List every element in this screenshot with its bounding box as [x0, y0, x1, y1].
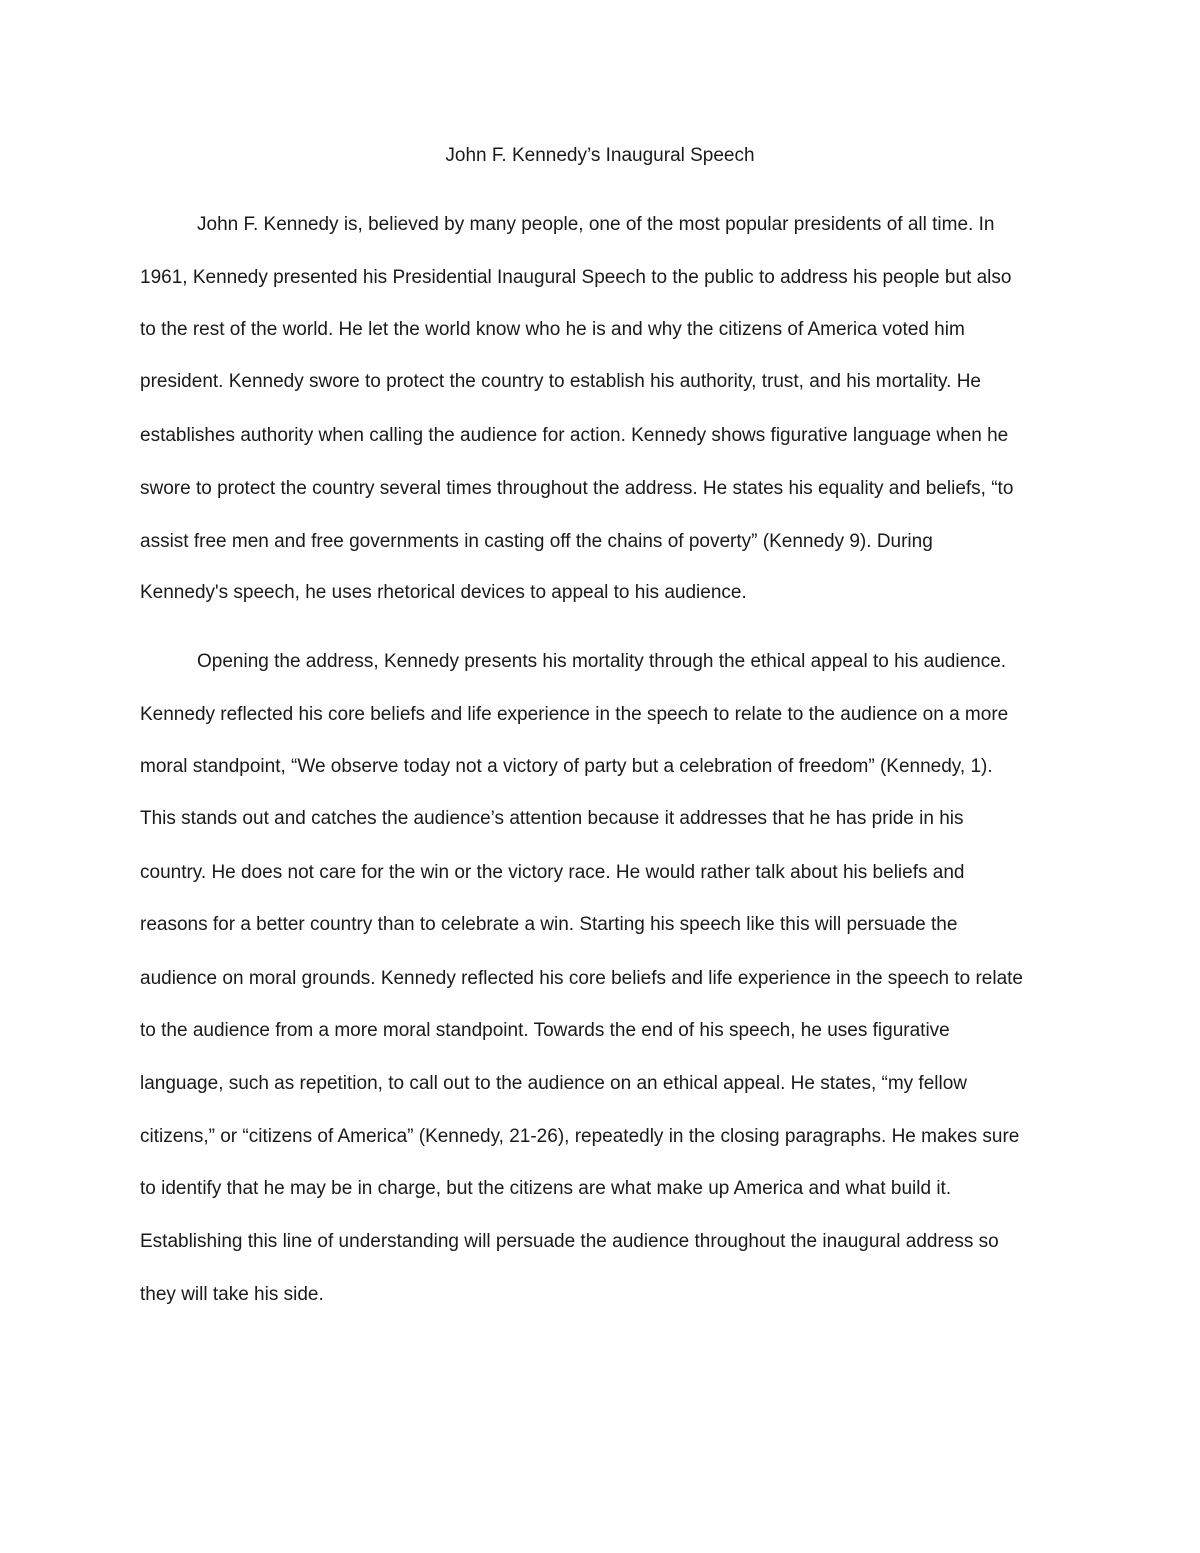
paragraph-line: Kennedy's speech, he uses rhetorical devices to appeal to his audience. [140, 582, 747, 603]
paragraph-line: to the rest of the world. He let the world know who he is and why the citizens of America voted him [140, 319, 965, 340]
paragraph-line: Opening the address, Kennedy presents his mortality through the ethical appeal to his audience. [197, 651, 1007, 672]
paragraph-line: This stands out and catches the audience’s attention because it addresses that he has pride in his [140, 808, 964, 829]
paragraph-line: to identify that he may be in charge, but the citizens are what make up America and what build it. [140, 1178, 952, 1199]
paragraph-line: citizens,” or “citizens of America” (Kennedy, 21-26), repeatedly in the closing paragraphs. He makes sure [140, 1126, 1020, 1147]
document-title: John F. Kennedy’s Inaugural Speech [445, 145, 755, 166]
paragraph-line: to the audience from a more moral standpoint. Towards the end of his speech, he uses figurative [140, 1020, 950, 1041]
paragraph-line: they will take his side. [140, 1284, 324, 1305]
paragraph-line: country. He does not care for the win or the victory race. He would rather talk about his beliefs and [140, 862, 965, 883]
paragraph-line: John F. Kennedy is, believed by many people, one of the most popular presidents of all time. In [197, 214, 995, 235]
paragraph-line: swore to protect the country several times throughout the address. He states his equality and beliefs, “to [140, 478, 1014, 499]
paragraph-line: assist free men and free governments in casting off the chains of poverty” (Kennedy 9). During [140, 531, 933, 552]
paragraph-line: Establishing this line of understanding will persuade the audience throughout the inaugural address so [140, 1231, 999, 1252]
paragraph-line: Kennedy reflected his core beliefs and life experience in the speech to relate to the audience on a more [140, 704, 1009, 725]
paragraph-line: president. Kennedy swore to protect the country to establish his authority, trust, and his mortality. He [140, 371, 981, 392]
paragraph-line: reasons for a better country than to celebrate a win. Starting his speech like this will persuade the [140, 914, 958, 935]
paragraph-line: audience on moral grounds. Kennedy reflected his core beliefs and life experience in the speech to relate [140, 968, 1023, 989]
paragraph-line: establishes authority when calling the audience for action. Kennedy shows figurative language when he [140, 425, 1009, 446]
paragraph-line: moral standpoint, “We observe today not a victory of party but a celebration of freedom” (Kennedy, 1). [140, 756, 993, 777]
paragraph-line: 1961, Kennedy presented his Presidential Inaugural Speech to the public to address his people but also [140, 267, 1012, 288]
paragraph-line: language, such as repetition, to call out to the audience on an ethical appeal. He states, “my fellow [140, 1073, 968, 1094]
